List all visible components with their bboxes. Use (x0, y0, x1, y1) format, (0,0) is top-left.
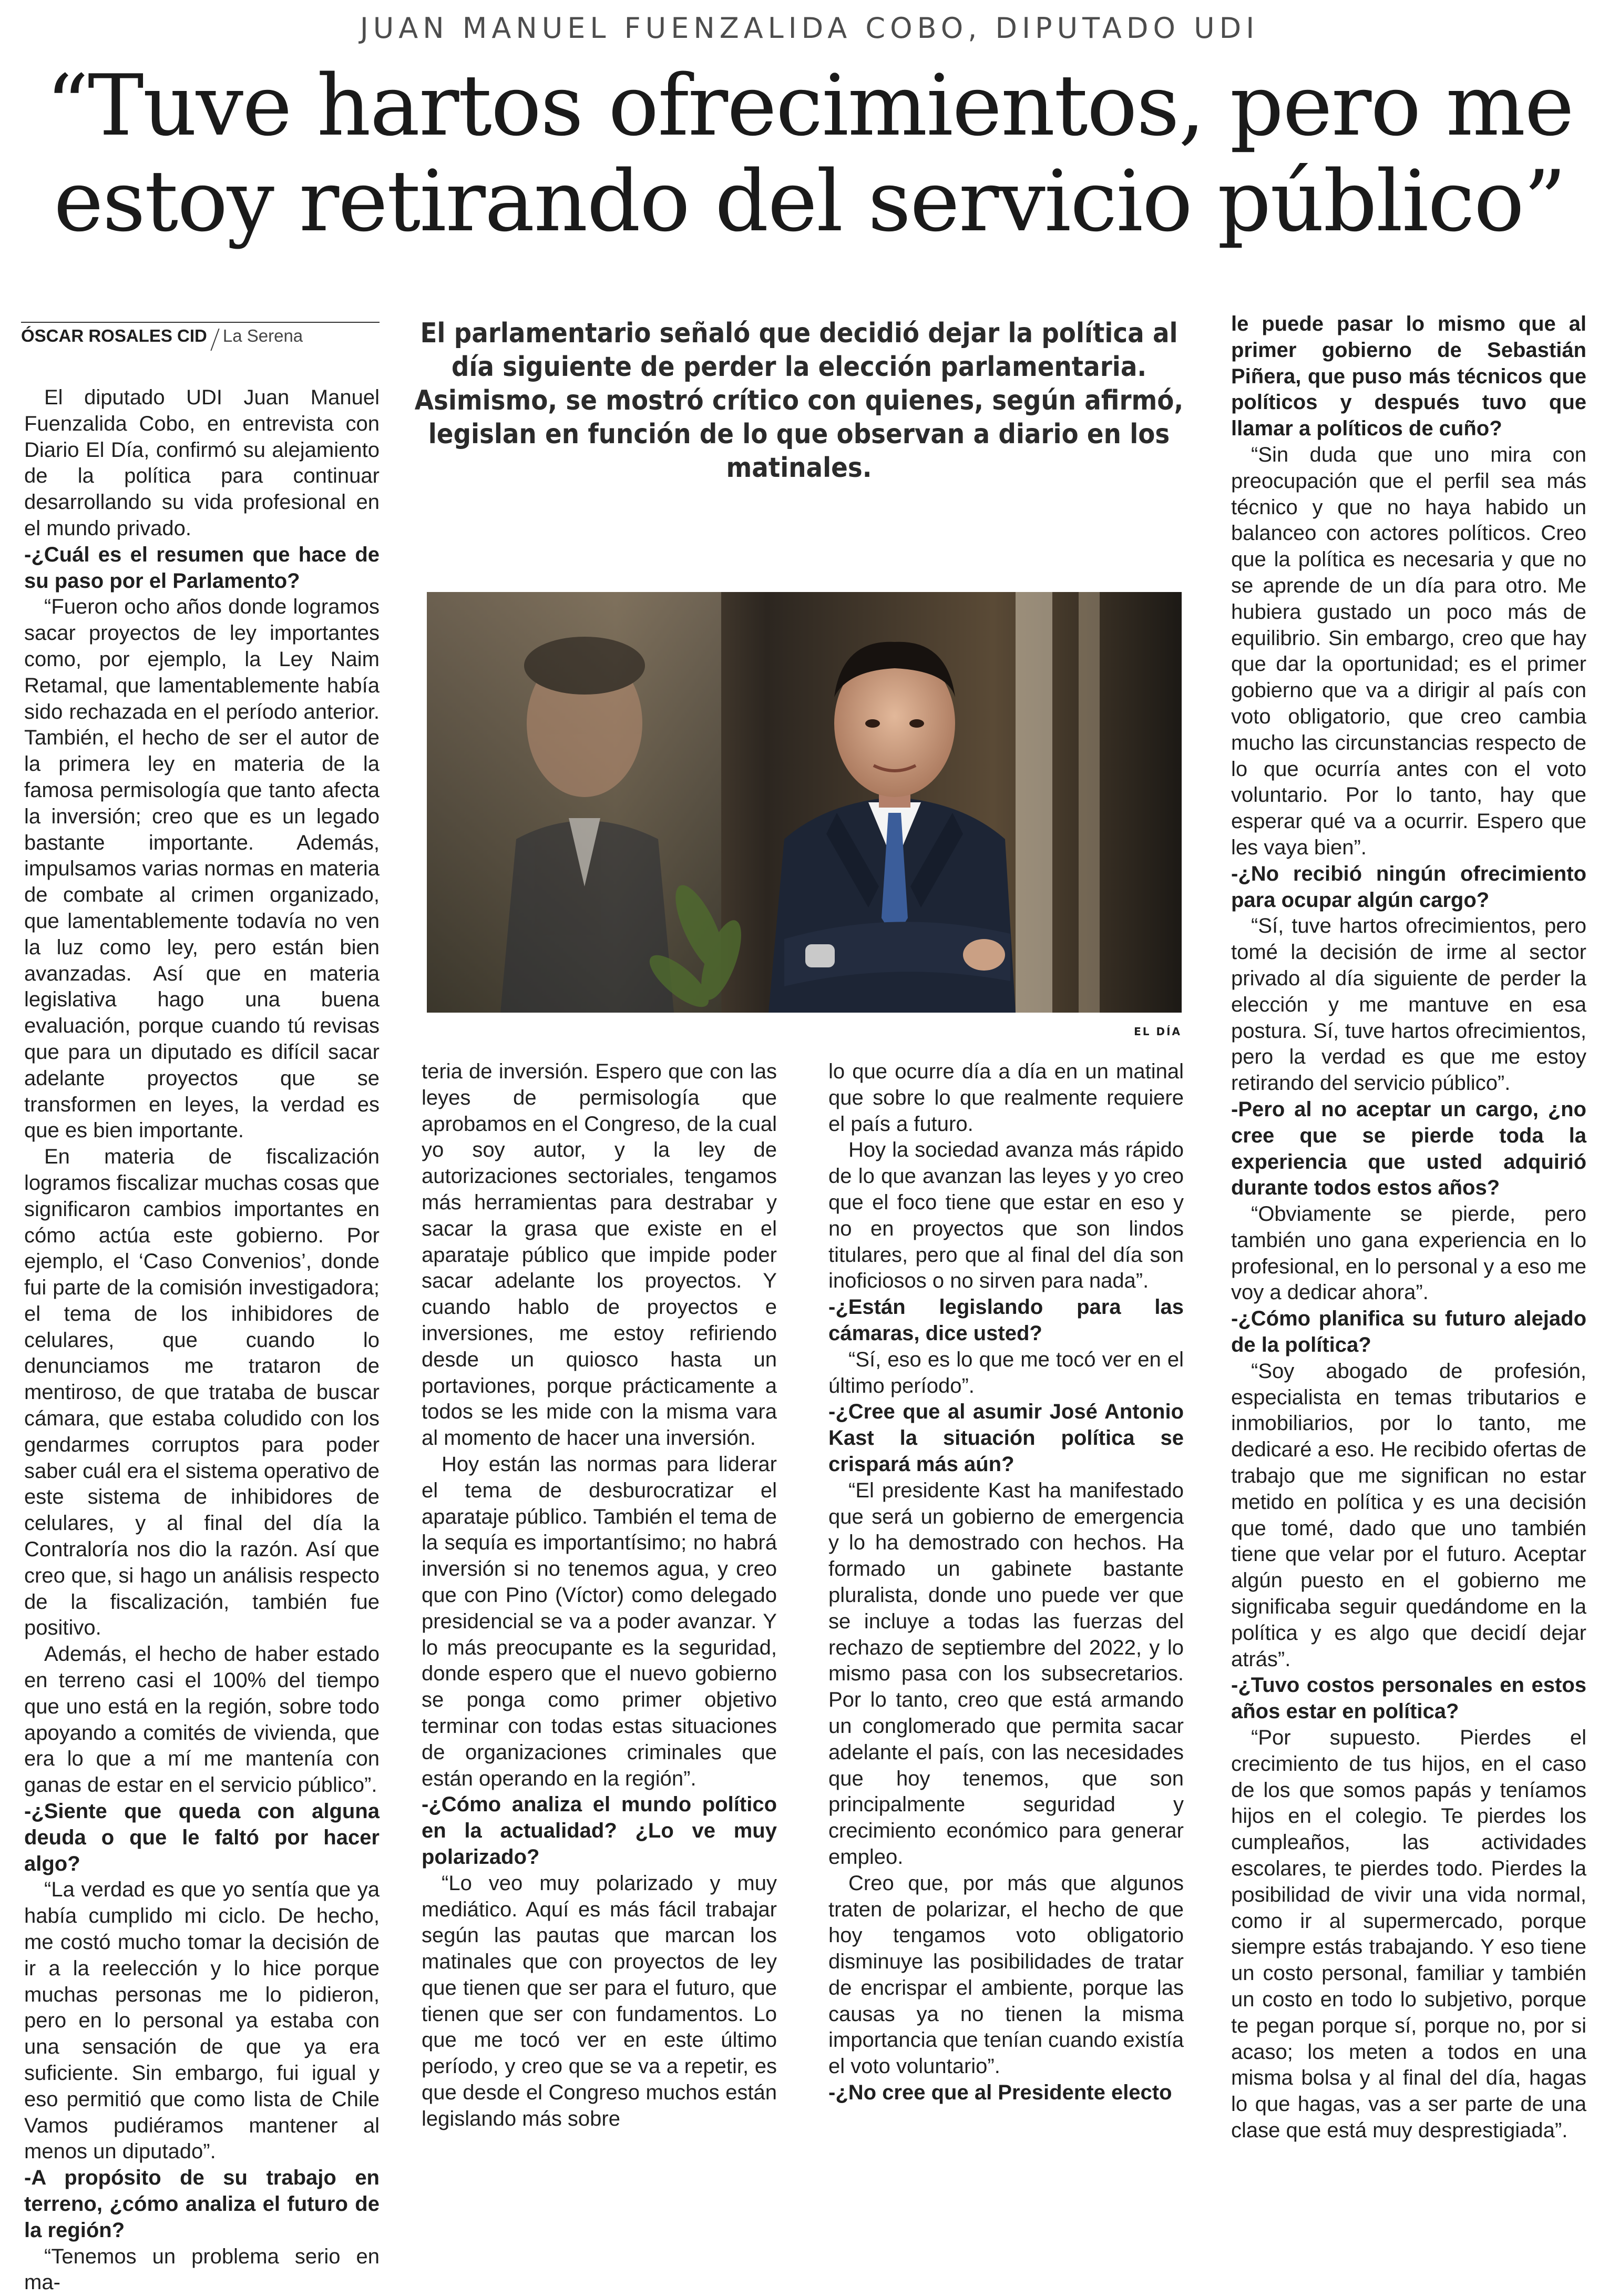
article-paragraph: Creo que, por más que algunos traten de polarizar, el hecho de que hoy tengamos voto obligatorio disminuye las posibilidades de tratar de encrispar el ambiente, porque las causas ya no tienen la misma importancia que tenían cuando existía el voto voluntario”. (828, 1871, 1184, 2078)
interview-question: -¿Están legislando para las cámaras, dice usted? (828, 1295, 1184, 1345)
lead-paragraph: El parlamentario señaló que decidió dejar la política al día siguiente de perder la elección parlamentaria. Asimismo, se mostró crítico con quienes, según afirmó, legislan en función de lo que observan a diario en los matinales. (414, 318, 1184, 484)
article-paragraph: “El presidente Kast ha manifestado que será un gobierno de emergencia y lo ha demostrado con hechos. Ha formado un gabinete bastante pluralista, donde uno puede ver que se incluye a todas las fuerzas del rechazo de septiembre del 2022, y lo mismo pasa con los subsecretarios. Por lo tanto, creo que está armando un conglomerado que permita sacar adelante el país, con las necesidades que hoy tenemos, que son principalmente seguridad y crecimiento económico para generar empleo. (828, 1478, 1184, 1869)
article-paragraph: teria de inversión. Espero que con las leyes de permisología que aprobamos en el Congreso, de la cual yo soy autor, y la ley de autorizaciones sectoriales, tengamos más herramientas para destrabar y sacar la grasa que existe en el aparataje público que impide poder sacar adelante los proyectos. Y cuando hablo de proyectos e inversiones, me estoy refiriendo desde un quiosco hasta un portaviones, porque prácticamente a todos se les mide con la misma vara al momento de hacer una inversión. (422, 1060, 777, 1450)
article-paragraph: Hoy están las normas para liderar el tema de desburocratizar el aparataje público. También el tema de la sequía es importantísimo; no habrá inversión si no tenemos agua, y creo que con Pino (Víctor) como delegado presidencial se va a poder avanzar. Y lo más preocupante es la seguridad, donde espero que el nuevo gobierno se ponga como primer objetivo terminar con todas estas situaciones de organizaciones criminales que están operando en la región”. (422, 1452, 777, 1790)
article-paragraph: En materia de fiscalización logramos fiscalizar muchas cosas que significaron cambios importantes en cómo actúa este gobierno. Por ejemplo, el ‘Caso Convenios’, donde fui parte de la comisión investigadora; el tema de los inhibidores de celulares, que cuando lo denunciamos me trataron de mentiroso, de que trataba de buscar cámara, que estaba coludido con los gendarmes corruptos para poder saber cuál era el sistema operativo de este sistema de inhibidores de celulares, y al final del día la Contraloría nos dio la razón. Así que creo que, si hago un análisis respecto de la fiscalización, también fue positivo. (24, 1145, 380, 1640)
article-paragraph: “Sí, eso es lo que me tocó ver en el último período”. (828, 1348, 1184, 1397)
article-paragraph: El diputado UDI Juan Manuel Fuenzalida Cobo, en entrevista con Diario El Día, confirmó su alejamiento de la política para continuar desarrollando su vida profesional en el mundo privado. (24, 386, 380, 540)
interview-question: -¿Cuál es el resumen que hace de su paso por el Parlamento? (24, 543, 380, 593)
article-paragraph: Hoy la sociedad avanza más rápido de lo que avanzan las leyes y yo creo que el foco tiene que estar en eso y no en proyectos que son lindos titulares, pero que al final del día son inoficiosos o no sirven para nada”. (828, 1138, 1184, 1293)
portrait-illustration (427, 592, 1182, 1013)
interview-question: -A propósito de su trabajo en terreno, ¿cómo analiza el futuro de la región? (24, 2166, 380, 2242)
article-paragraph: “Lo veo muy polarizado y muy mediático. Aquí es más fácil trabajar según las pautas que marcan los matinales que con proyectos de ley que tienen que ser para el futuro, que tienen que ser con fundamentos. Lo que me tocó ver en este último período, y creo que se va a repetir, es que desde el Congreso muchos están legislando más sobre (422, 1871, 777, 2130)
article-column-2 (422, 1059, 777, 2132)
interview-question: -¿Siente que queda con alguna deuda o que le faltó por hacer algo? (24, 1800, 380, 1875)
byline-location: La Serena (222, 326, 303, 345)
article-column-4 (1231, 311, 1586, 2144)
portrait-photo (427, 592, 1182, 1013)
interview-question: -¿Cómo analiza el mundo político en la actualidad? ¿Lo ve muy polarizado? (422, 1793, 777, 1869)
article-paragraph: “Fueron ocho años donde logramos sacar proyectos de ley importantes como, por ejemplo, la Ley Naim Retamal, que lamentablemente había sido rechazada en el período anterior. También, el hecho de ser el autor de la primera ley en materia de la famosa permisología que tanto afecta la inversión; creo que es un legado bastante importante. Además, impulsamos varias normas en materia de combate al crimen organizado, que lamentablemente todavía no ven la luz como ley, pero están bien avanzadas. Así que en materia legislativa hago una buena evaluación, porque cuando tú revisas que para un diputado es difícil sacar adelante proyectos que se transformen en leyes, la verdad es que es bien importante. (24, 595, 380, 1142)
article-paragraph: “Por supuesto. Pierdes el crecimiento de tus hijos, en el caso de los que somos papás y teníamos hijos en el colegio. Te pierdes los cumpleaños, las actividades escolares, te pierdes todo. Pierdes la posibilidad de vivir una vida normal, como ir al supermercado, porque siempre estás trabajando. Y eso tiene un costo personal, familiar y también un costo en todo lo subjetivo, porque te pegan porque sí, porque no, por si acaso; los meten a todos en una misma bolsa y al final del día, hagas lo que hagas, vas a ser parte de una clase que está muy desprestigiada”. (1231, 1726, 1586, 2142)
byline-separator (210, 329, 219, 351)
article-paragraph: “Soy abogado de profesión, especialista en temas tributarios e inmobiliarios, por lo tanto, me dedicaré a eso. He recibido ofertas de trabajo que me significan no estar metido en política y es una decisión que tomé, dado que uno también tiene que velar por el futuro. Aceptar algún puesto en el gobierno me significaba seguir quedándome en la política y es algo que decidí dejar atrás”. (1231, 1359, 1586, 1671)
interview-question: -¿No recibió ningún ofrecimiento para ocupar algún cargo? (1231, 862, 1586, 912)
interview-question: le puede pasar lo mismo que al primer gobierno de Sebastián Piñera, que puso más técnicos que políticos y después tuvo que llamar a políticos de cuño? (1231, 312, 1586, 441)
article-paragraph: “Sin duda que uno mira con preocupación que el perfil sea más técnico y que no haya habido un balanceo con actores políticos. Creo que la política es necesaria y que no se aprende de un día para otro. Me hubiera gustado un poco más de equilibrio. Sin embargo, creo que hay que dar la oportunidad; es el primer gobierno que va a dirigir al país con voto obligatorio, que creo cambia mucho las circunstancias respecto de lo que ocurría antes con el voto voluntario. Por lo tanto, hay que esperar qué va a ocurrir. Espero que les vaya bien”. (1231, 443, 1586, 859)
interview-question: -¿No cree que al Presidente electo (828, 2081, 1172, 2105)
article-column-1 (24, 385, 380, 2296)
headline (0, 58, 1619, 249)
interview-question: -Pero al no aceptar un cargo, ¿no cree que se pierde toda la experiencia que usted adquirió durante todos estos años? (1231, 1097, 1586, 1200)
article-paragraph: “Sí, tuve hartos ofrecimientos, pero tomé la decisión de irme al sector privado al día siguiente de perder la elección y me mantuve en esa postura. Sí, tuve hartos ofrecimientos, pero la verdad es que me estoy retirando del servicio público”. (1231, 914, 1586, 1095)
byline-author: ÓSCAR ROSALES CID (21, 326, 207, 345)
headline-line-1: “Tuve hartos ofrecimientos, pero me (46, 56, 1573, 155)
article-column-3 (828, 1059, 1184, 2106)
article-paragraph: “Tenemos un problema serio en ma- (24, 2244, 380, 2294)
article-paragraph: Además, el hecho de haber estado en terreno casi el 100% del tiempo que uno está en la región, sobre todo apoyando a comités de vivienda, que era lo que a mí me mantenía con ganas de estar en el servicio público”. (24, 1642, 380, 1797)
photo-credit: EL DÍA (1134, 1025, 1182, 1038)
article-paragraph: “La verdad es que yo sentía que ya había cumplido mi ciclo. De hecho, me costó mucho tomar la decisión de ir a la reelección y lo hice porque muchas personas me lo pidieron, pero en lo personal ya estaba con una sensación de que ya era suficiente. Sin embargo, fui igual y eso permitió que como lista de Chile Vamos pudiéramos mantener al menos un diputado”. (24, 1878, 380, 2164)
byline (21, 322, 380, 351)
article-paragraph: lo que ocurre día a día en un matinal que sobre lo que realmente requiere el país a futuro. (828, 1060, 1184, 1136)
interview-question: -¿Cree que al asumir José Antonio Kast la situación política se crispará más aún? (828, 1400, 1184, 1476)
headline-line-2: estoy retirando del servicio público” (54, 152, 1565, 250)
kicker: JUAN MANUEL FUENZALIDA COBO, DIPUTADO UDI (360, 12, 1259, 45)
article-paragraph: “Obviamente se pierde, pero también uno gana experiencia en lo profesional, en lo personal y a eso me voy a dedicar ahora”. (1231, 1202, 1586, 1304)
interview-question: -¿Tuvo costos personales en estos años estar en política? (1231, 1673, 1586, 1723)
interview-question: -¿Cómo planifica su futuro alejado de la política? (1231, 1307, 1586, 1357)
